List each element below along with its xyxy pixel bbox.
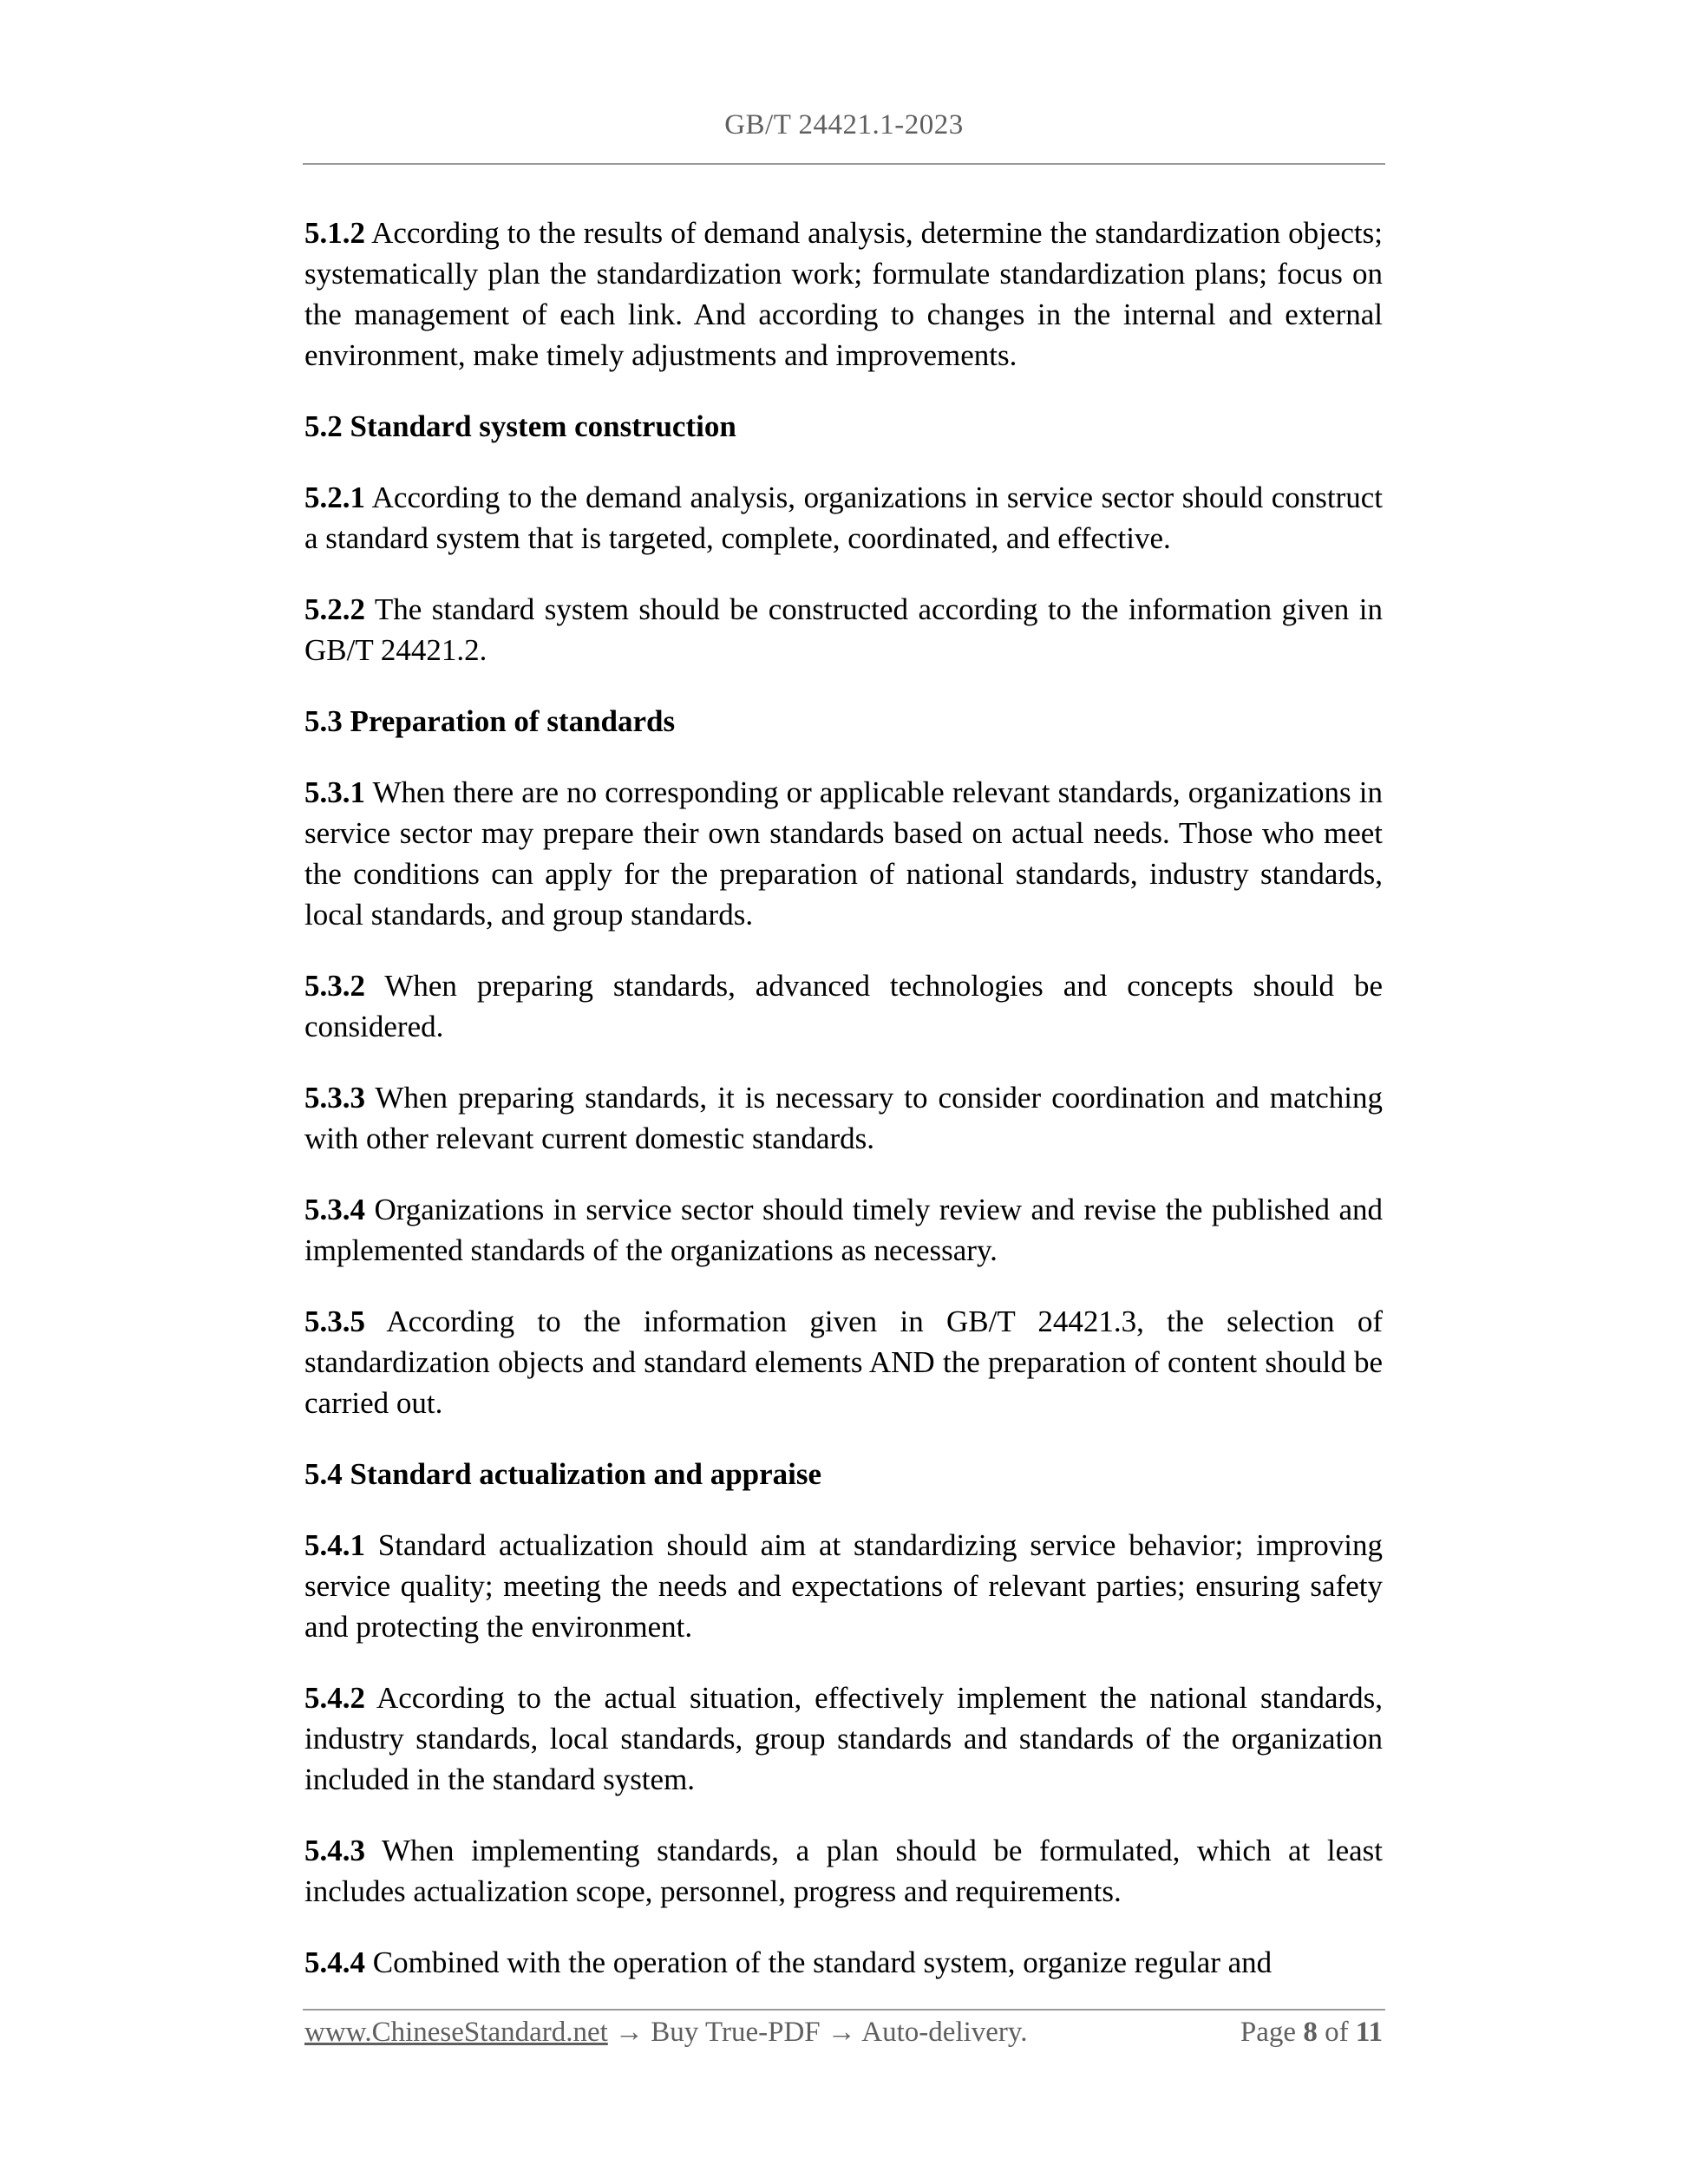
clause-5-2-1 (304, 477, 1383, 559)
header-divider (303, 163, 1385, 165)
right-arrow-icon: → (827, 2017, 856, 2048)
clause-text: Organizations in service sector should timely review and revise the published and implemented standards of the organizations as necessary. (304, 1193, 1383, 1267)
clause-number: 5.3.1 (304, 775, 365, 809)
document-header-title: GB/T 24421.1-2023 (724, 109, 964, 141)
clause-number: 5.4.3 (304, 1834, 365, 1867)
website-link[interactable]: www.ChineseStandard.net (304, 2017, 608, 2048)
clause-text: According to the demand analysis, organizations in service sector should construct a standard system that is targeted, complete, coordinated, and effective. (304, 481, 1383, 555)
clause-number: 5.4.1 (304, 1528, 365, 1562)
clause-number: 5.3.5 (304, 1305, 365, 1338)
buy-true-pdf-text: Buy True-PDF (644, 2017, 828, 2048)
clause-5-3-5 (304, 1301, 1383, 1423)
clause-text: According to the information given in GB/T 24421.3, the selection of standardization objects and standard elements AND the preparation of content should be carried out. (304, 1305, 1383, 1420)
clause-number: 5.3.2 (304, 969, 365, 1003)
clause-number: 5.4.4 (304, 1945, 365, 1979)
clause-text: According to the actual situation, effectively implement the national standards, industry standards, local standards, group standards and standards of the organization included in the standard system. (304, 1681, 1383, 1796)
clause-text: Standard actualization should aim at standardizing service behavior; improving service quality; meeting the needs and expectations of relevant parties; ensuring safety and protecting the environment. (304, 1528, 1383, 1644)
section-heading-5-4: 5.4 Standard actualization and appraise (304, 1457, 822, 1491)
footer-left (304, 2012, 1028, 2052)
clause-number: 5.3.4 (304, 1193, 365, 1226)
clause-5-2-2 (304, 589, 1383, 670)
clause-5-4-4 (304, 1942, 1383, 1983)
clause-5-3-4 (304, 1189, 1383, 1271)
page-content (304, 213, 1383, 2013)
total-page-count: 11 (1355, 2017, 1383, 2048)
clause-5-3-3 (304, 1077, 1383, 1159)
page-label: Page (1240, 2017, 1304, 2048)
of-label: of (1317, 2017, 1356, 2048)
clause-number: 5.2.2 (304, 592, 365, 626)
current-page-number: 8 (1303, 2017, 1318, 2048)
clause-text: The standard system should be constructed according to the information given in GB/T 24421.2. (304, 592, 1383, 667)
footer-divider (303, 2009, 1385, 2011)
auto-delivery-text: Auto-delivery. (855, 2017, 1028, 2048)
clause-text: When preparing standards, advanced technologies and concepts should be considered. (304, 969, 1383, 1043)
clause-5-4-1 (304, 1525, 1383, 1647)
right-arrow-icon: → (615, 2017, 644, 2048)
clause-text: When implementing standards, a plan should be formulated, which at least includes actualization scope, personnel, progress and requirements. (304, 1834, 1383, 1908)
clause-text: According to the results of demand analysis, determine the standardization objects; systematically plan the standardization work; formulate standardization plans; focus on the management of each link. And according to changes in the internal and external environment, make timely adjustments and improvements. (304, 216, 1383, 372)
section-heading-5-3: 5.3 Preparation of standards (304, 704, 676, 738)
section-heading-5-2: 5.2 Standard system construction (304, 409, 736, 443)
clause-number: 5.1.2 (304, 216, 365, 250)
clause-number: 5.3.3 (304, 1081, 365, 1115)
clause-number: 5.2.1 (304, 481, 365, 514)
clause-text: When there are no corresponding or applicable relevant standards, organizations in service sector may prepare their own standards based on actual needs. Those who meet the conditions can apply for the preparation of national standards, industry standards, local standards, and group standards. (304, 775, 1383, 932)
clause-5-3-2 (304, 965, 1383, 1047)
clause-5-1-2 (304, 213, 1383, 376)
clause-text: When preparing standards, it is necessary to consider coordination and matching with other relevant current domestic standards. (304, 1081, 1383, 1155)
clause-5-3-1 (304, 772, 1383, 935)
clause-number: 5.4.2 (304, 1681, 365, 1715)
clause-5-4-3 (304, 1830, 1383, 1912)
clause-5-4-2 (304, 1677, 1383, 1800)
page-indicator (1240, 2012, 1383, 2052)
clause-text: Combined with the operation of the standard system, organize regular and (365, 1945, 1273, 1979)
